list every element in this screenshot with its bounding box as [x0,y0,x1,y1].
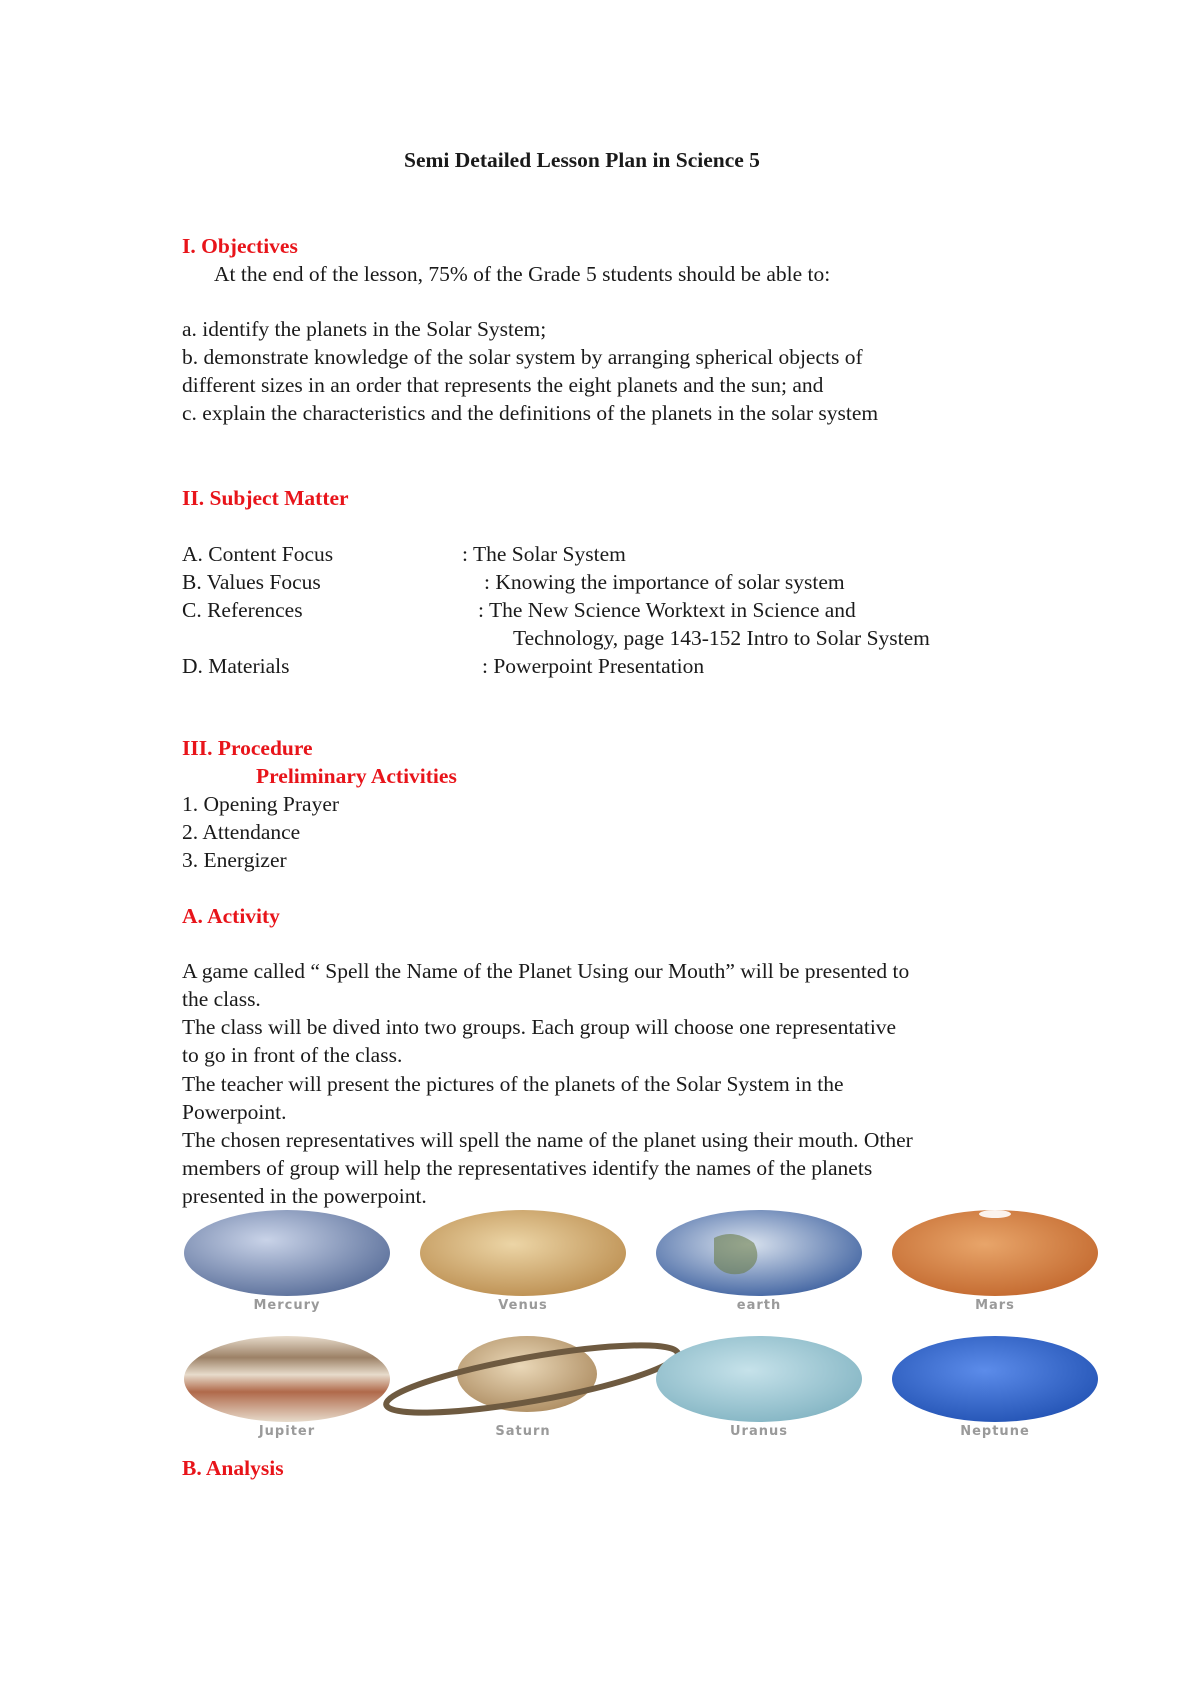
neptune-image [890,1334,1100,1424]
activity-line: Powerpoint. [182,1100,287,1124]
planet-label-neptune: Neptune [960,1424,1030,1439]
planet-label-jupiter: Jupiter [258,1424,316,1439]
planet-label-earth: earth [736,1298,782,1313]
venus-image [418,1208,628,1298]
procedure-item-2: 2. Attendance [182,820,301,844]
activity-line: the class. [182,987,261,1011]
activity-line: The class will be dived into two groups. Each group will choose one representative [182,1015,897,1039]
planet-label-mercury: Mercury [253,1298,321,1313]
planet-jupiter [182,1334,392,1454]
earth-image [654,1208,864,1298]
activity-line: presented in the powerpoint. [182,1184,427,1208]
activity-line: members of group will help the representatives identify the names of the planets [182,1156,873,1180]
planet-uranus [654,1334,864,1454]
procedure-heading: III. Procedure [182,736,313,760]
objectives-intro: At the end of the lesson, 75% of the Grade 5 students should be able to: [214,262,831,286]
mars-image [890,1208,1100,1298]
content-focus-value: : The Solar System [462,542,626,566]
references-value: : The New Science Worktext in Science and [478,598,856,622]
objective-item-a: a. identify the planets in the Solar System; [182,317,547,341]
planet-saturn [382,1334,682,1454]
planet-neptune [890,1334,1100,1454]
activity-line: The teacher will present the pictures of the planets of the Solar System in the [182,1072,844,1096]
objective-item-b-cont: different sizes in an order that represents the eight planets and the sun; and [182,373,824,397]
jupiter-image [182,1334,392,1424]
subject-matter-heading: II. Subject Matter [182,486,349,510]
preliminary-activities-heading: Preliminary Activities [256,764,457,788]
activity-heading: A. Activity [182,904,280,928]
content-focus-label: A. Content Focus [182,542,334,566]
objective-item-b: b. demonstrate knowledge of the solar system by arranging spherical objects of [182,345,863,369]
planets-figure [182,1208,1102,1448]
mercury-image [182,1208,392,1298]
analysis-heading: B. Analysis [182,1456,284,1480]
materials-label: D. Materials [182,654,290,678]
procedure-item-1: 1. Opening Prayer [182,792,340,816]
materials-value: : Powerpoint Presentation [482,654,705,678]
values-focus-value: : Knowing the importance of solar system [484,570,845,594]
references-label: C. References [182,598,303,622]
saturn-image [382,1334,682,1424]
planet-label-saturn: Saturn [495,1424,551,1439]
planet-label-mars: Mars [975,1298,1015,1313]
objectives-heading: I. Objectives [182,234,298,258]
planet-mercury [182,1208,392,1328]
planet-earth [654,1208,864,1328]
objective-item-c: c. explain the characteristics and the definitions of the planets in the solar system [182,401,879,425]
activity-line: to go in front of the class. [182,1043,403,1067]
planet-mars [890,1208,1100,1328]
activity-line: A game called “ Spell the Name of the Planet Using our Mouth” will be presented to [182,959,910,983]
planet-label-venus: Venus [498,1298,548,1313]
page-title: Semi Detailed Lesson Plan in Science 5 [404,148,760,172]
references-value-cont: Technology, page 143-152 Intro to Solar System [513,626,930,650]
activity-line: The chosen representatives will spell the name of the planet using their mouth. Other [182,1128,913,1152]
procedure-item-3: 3. Energizer [182,848,287,872]
uranus-image [654,1334,864,1424]
planet-venus [418,1208,628,1328]
values-focus-label: B. Values Focus [182,570,321,594]
planet-label-uranus: Uranus [730,1424,788,1439]
